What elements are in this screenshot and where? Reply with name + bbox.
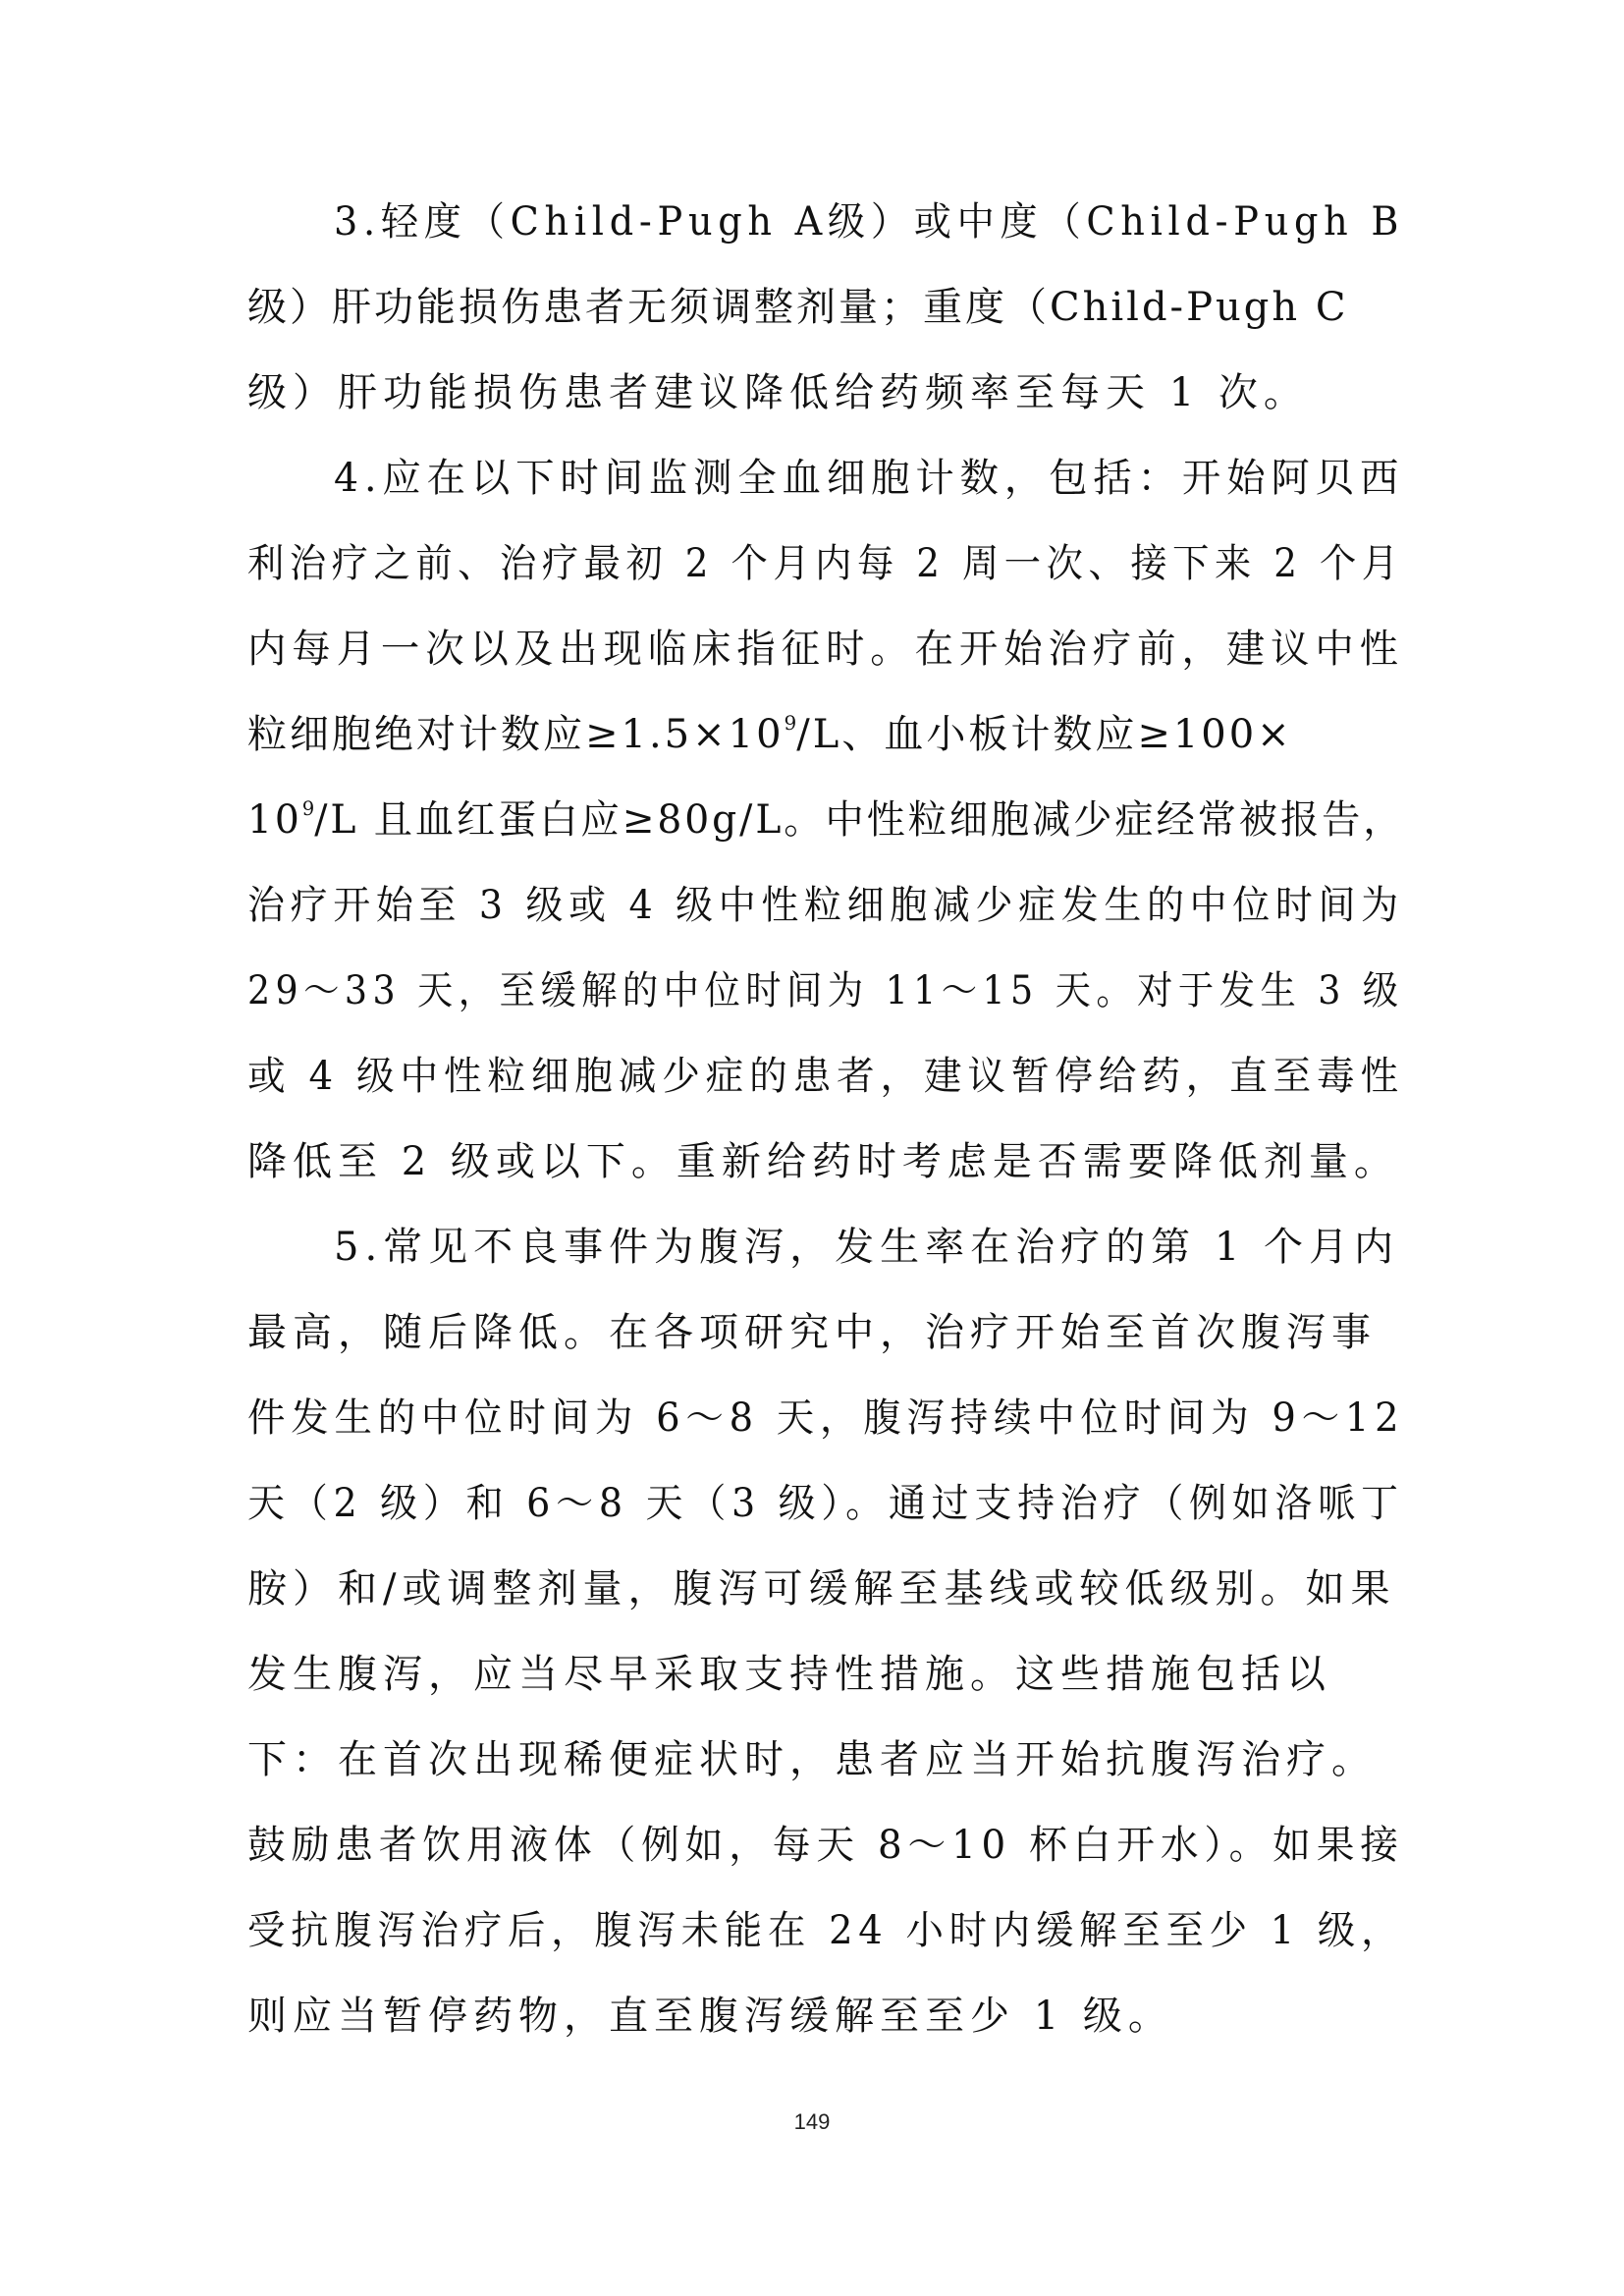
paragraph-4-line-6: 治疗开始至 3 级或 4 级中性粒细胞减少症发生的中位时间为: [247, 883, 1404, 928]
paragraph-4-line-5: [247, 791, 1404, 849]
paragraph-3-line-2: 级）肝功能损伤患者无须调整剂量；重度（Child-Pugh C: [247, 285, 1349, 330]
page-number: 149: [793, 2109, 831, 2134]
paragraph-4-line-4: [247, 705, 1293, 764]
hemoglobin-text: /L 且血红蛋白应≥80g/L。中性粒细胞减少症经常被报告，: [314, 797, 1405, 843]
platelet-count-text: /L、血小板计数应≥100×: [796, 712, 1293, 757]
paragraph-4-line-2: 利治疗之前、治疗最初 2 个月内每 2 周一次、接下来 2 个月: [247, 541, 1404, 586]
paragraph-3-line-3: 级）肝功能损伤患者建议降低给药频率至每天 1 次。: [247, 370, 1309, 415]
paragraph-4-line-7: 29～33 天，至缓解的中位时间为 11～15 天。对于发生 3 级: [247, 968, 1404, 1013]
paragraph-5-line-10: 则应当暂停药物，直至腹泻缓解至至少 1 级。: [247, 1994, 1173, 2039]
paragraph-5-line-4: 天（2 级）和 6～8 天（3 级）。通过支持治疗（例如洛哌丁: [247, 1481, 1404, 1526]
exponent-superscript: 9: [301, 796, 315, 820]
paragraph-5-line-7: 下：在首次出现稀便症状时，患者应当开始抗腹泻治疗。: [247, 1737, 1377, 1782]
paragraph-3-line-1: 3.轻度（Child-Pugh A级）或中度（Child-Pugh B: [334, 199, 1405, 245]
paragraph-5-line-3: 件发生的中位时间为 6～8 天，腹泻持续中位时间为 9～12: [247, 1395, 1405, 1441]
paragraph-5-line-9: 受抗腹泻治疗后，腹泻未能在 24 小时内缓解至至少 1 级，: [247, 1908, 1405, 1953]
paragraph-4-line-9: 降低至 2 级或以下。重新给药时考虑是否需要降低剂量。: [247, 1139, 1399, 1184]
paragraph-5-line-2: 最高，随后降低。在各项研究中，治疗开始至首次腹泻事: [247, 1310, 1377, 1355]
paragraph-5-line-6: 发生腹泻，应当尽早采取支持性措施。这些措施包括以: [247, 1652, 1331, 1697]
neutrophil-count-text: 粒细胞绝对计数应≥1.5×10: [247, 712, 785, 757]
paragraph-4-line-8: 或 4 级中性粒细胞减少症的患者，建议暂停给药，直至毒性: [247, 1054, 1404, 1099]
ten-base-text: 10: [247, 797, 302, 843]
paragraph-5-line-8: 鼓励患者饮用液体（例如，每天 8～10 杯白开水）。如果接: [247, 1823, 1404, 1868]
exponent-superscript: 9: [784, 711, 797, 735]
paragraph-5-line-1: 5.常见不良事件为腹泻，发生率在治疗的第 1 个月内: [334, 1225, 1400, 1270]
paragraph-5-line-5: 胺）和/或调整剂量，腹泻可缓解至基线或较低级别。如果: [247, 1566, 1396, 1612]
paragraph-4-line-1: 4.应在以下时间监测全血细胞计数，包括：开始阿贝西: [334, 456, 1405, 501]
paragraph-4-line-3: 内每月一次以及出现临床指征时。在开始治疗前，建议中性: [247, 627, 1404, 672]
